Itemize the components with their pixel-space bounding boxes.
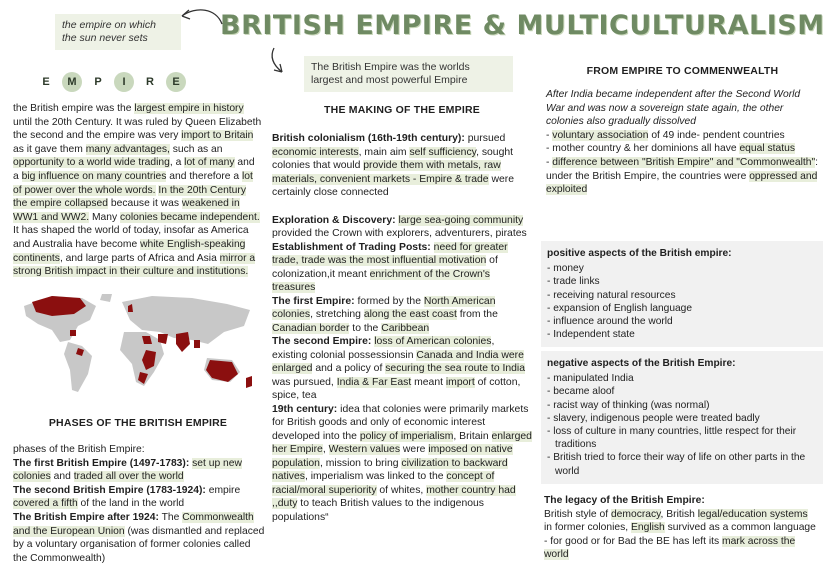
making-heading: THE MAKING OF THE EMPIRE — [324, 104, 480, 116]
text-run: and a policy of — [312, 363, 386, 374]
highlight-text: import to Britain — [181, 130, 254, 142]
highlight-text: enlarged her Empire — [272, 430, 532, 455]
text-run: formed by the — [354, 295, 424, 307]
text-run: was pursued, — [272, 376, 337, 388]
letter-i: I — [114, 72, 134, 92]
highlight-text: Canada and India were enlarged — [272, 349, 524, 374]
text-run: until the 20th Century. It was ruled by Queen Elizabeth the second and the empire was very — [13, 116, 262, 142]
text-run: , — [322, 444, 329, 455]
text-run: as it gave them — [13, 143, 86, 155]
text-run: in former colonies, — [544, 522, 631, 534]
list-item: - British tried to force their way of life on other parts in the world — [547, 452, 806, 477]
text-run: - — [546, 129, 553, 141]
text-run: , British — [660, 508, 698, 520]
sun-note: the empire on which the sun never sets — [55, 14, 181, 50]
legacy-text: The legacy of the British Empire: British style of democracy, British legal/education systems in former colonies, English survived as a common language - for good or for Bad the BE has left its mark across the world — [544, 495, 816, 561]
arrow-down-icon — [266, 46, 288, 76]
letter-p: P — [94, 76, 102, 88]
highlight-text: securing the sea route to India — [385, 363, 526, 374]
negative-aspects-box: negative aspects of the British Empire: - manipulated India - became aloof - racist way of thinking (was normal) - slavery, indigenous people were treated badly - loss of culture in many countries, little respect for their traditions - British tried to force their way of life on other parts in the world — [541, 351, 823, 484]
highlight-text: opportunity to a world wide trading — [13, 157, 170, 169]
arrow-icon — [176, 4, 226, 28]
highlight-text: along the east coast — [363, 309, 457, 320]
positive-aspects-box: positive aspects of the British empire: - money - trade links - receiving natural resources - expansion of English language - influence around the world - Independent state — [541, 241, 823, 347]
letter-r: R — [146, 76, 154, 88]
highlight-text: weakened in WW1 and WW2. — [13, 198, 240, 223]
text-run: of the land in the world — [77, 498, 185, 510]
highlight-text: traded all over the world — [73, 471, 184, 483]
page-title: BRITISH EMPIRE & MULTICULTURALISM — [220, 10, 825, 41]
text-run: , and large parts of Africa and Asia — [59, 252, 220, 264]
highlight-text: Commonwealth and the European Union — [13, 511, 254, 537]
bold-term: Establishment of Trading Posts: — [272, 241, 431, 253]
list-item: - Independent state — [547, 329, 635, 341]
empire-letters — [36, 72, 186, 92]
text-run: from the — [456, 309, 498, 320]
highlight-text: enrichment of the Crown's treasures — [272, 268, 491, 293]
commonwealth-text: After India became independent after the Second World War and was now a sovereign state again, the other colonies also gradually dissolved - voluntary association of 49 inde- pendent countries - mother country & her dominions all have equal status - difference between "British Empire" and "Commonwealth": under the British Empire, the countries were oppressed and exploited — [546, 89, 818, 196]
text-run: , Britain — [453, 430, 492, 442]
bold-term: The second British Empire (1783-1924): — [13, 484, 206, 496]
list-item: - expansion of English language — [547, 302, 692, 314]
text-run: of cotton, spice, tea — [272, 376, 521, 401]
bold-term: British colonialism (16th-19th century): — [272, 133, 465, 144]
highlight-text: set up new colonies — [13, 457, 242, 483]
highlight-text: In the 20th Century the empire collapsed — [13, 184, 246, 210]
highlight-text: large sea-going community — [398, 214, 524, 226]
highlight-text: voluntary association — [552, 129, 649, 141]
text-run: were certainly close connected — [272, 173, 514, 198]
text-run: - — [546, 156, 553, 168]
highlight-text: Caribbean — [381, 322, 430, 334]
highlight-text: equal status — [739, 143, 795, 155]
letter-e2: E — [166, 72, 186, 92]
highlight-text: loss of American colonies — [374, 336, 492, 347]
phases-text: phases of the British Empire: The first British Empire (1497-1783): set up new colonies and traded all over the world The second British Empire (1783-1924): empire covered a fifth of the land in the world The British Empire after 1924: The Commonwealth and the European Union (was dismantled and replaced by a voluntary organisation of former colonies called the Commonwealth) — [13, 444, 265, 564]
text-run: of colonization,it meant — [272, 255, 498, 280]
text-run: and — [50, 471, 74, 483]
highlight-text: self sufficiency — [409, 146, 477, 158]
list-item: - racist way of thinking (was normal) — [547, 399, 710, 411]
text-run: provided the Crown with explorers, adventurers, pirates — [272, 228, 527, 239]
text-run: meant — [411, 376, 446, 388]
list-item: - receiving natural resources — [547, 289, 676, 301]
highlight-text: Western values — [328, 444, 401, 455]
highlight-text: white English-speaking continents — [13, 238, 246, 264]
text-run: to teach British values to the indigenous populations“ — [272, 498, 484, 523]
text-run: of whites, — [376, 484, 427, 496]
text-run: Many — [89, 211, 120, 223]
text-run: idea that colonies were primarily markets for British goods and only of economic interest developed into the — [272, 403, 529, 442]
highlight-text: mirror a strong British impact in their culture and institutions. — [13, 252, 256, 278]
text-run: British style of — [544, 508, 611, 520]
text-run: were — [400, 444, 429, 455]
highlight-text: lot of power over the whole words. — [13, 170, 253, 196]
highlight-text: colonies became independent. — [120, 211, 260, 223]
commonwealth-heading: FROM EMPIRE TO COMMENWEALTH — [586, 65, 779, 77]
bold-term: 19th century: — [272, 403, 338, 415]
highlight-text: oppressed and exploited — [546, 170, 818, 196]
text-run: such as an — [169, 143, 223, 155]
highlight-text: need for greater trade, trade was the most influential motivation — [272, 241, 508, 266]
highlight-text: economic interests — [272, 146, 359, 158]
list-item: - influence around the world — [547, 316, 673, 328]
bold-term: Exploration & Discovery: — [272, 214, 396, 226]
list-item: - money — [547, 263, 584, 275]
text-run: : under the British Empire, the countries were — [546, 156, 818, 182]
letter-e: E — [42, 76, 50, 88]
highlight-text: civilization to backward natives — [272, 457, 508, 482]
highlight-text: English — [631, 522, 665, 534]
positive-list — [547, 262, 817, 341]
highlight-text: covered a fifth — [13, 498, 78, 510]
text-run: and a — [13, 157, 255, 182]
highlight-text: big influence on many countries — [21, 170, 167, 182]
highlight-text: Canadian border — [272, 322, 350, 334]
highlight-text: India & Far East — [336, 376, 412, 388]
text-run: , mission to bring — [319, 457, 402, 469]
highlight-text: import — [445, 376, 475, 388]
highlight-text: many advantages, — [85, 143, 170, 155]
text-run: - mother country & her dominions all have — [546, 143, 740, 155]
highlight-text: mark across the world — [544, 535, 796, 561]
letter-m: M — [62, 72, 82, 92]
bold-term: The first Empire: — [272, 295, 355, 307]
empire-intro — [13, 102, 263, 279]
text-run: because it was — [108, 198, 182, 210]
bold-term: The first British Empire (1497-1783): — [13, 457, 190, 469]
text-run: The — [158, 511, 183, 523]
bold-term: The British Empire after 1924: — [13, 511, 159, 523]
text-run: , existing colonial possessionsin — [272, 336, 495, 361]
text-run: (was dismantled and replaced by a voluntary organisation of former colonies called the Commonwealth) — [13, 525, 265, 564]
highlight-text: largest empire in history — [134, 103, 244, 114]
phases-heading: PHASES OF THE BRITISH EMPIRE — [48, 417, 228, 429]
text-run: and therefore a — [166, 170, 242, 182]
highlight-text: mother country had ,,duty — [272, 484, 516, 509]
list-item: - trade links — [547, 276, 600, 288]
highlight-text: democracy — [610, 508, 661, 520]
largest-note: The British Empire was the worlds largest and most powerful Empire — [304, 56, 513, 92]
negative-list — [547, 372, 817, 478]
bold-term: The second Empire: — [272, 336, 372, 347]
world-map — [12, 290, 262, 405]
text-run: , stretching — [310, 309, 364, 320]
highlight-text: provide them with metals, raw materials, convenient markets - Empire & trade — [272, 160, 501, 185]
highlight-text: legal/education systems — [697, 508, 808, 520]
list-item: - manipulated India — [547, 373, 634, 385]
text-run: the British empire was the — [13, 103, 135, 114]
highlight-text: concept of racial/moral superiority — [272, 471, 495, 496]
text-run: to the — [349, 322, 382, 334]
list-item: - slavery, indigenous people were treated badly — [547, 412, 760, 424]
highlight-text: lot of many — [184, 157, 235, 169]
list-item: - loss of culture in many countries, little respect for their traditions — [547, 426, 797, 451]
text-run: , imperialism was linked to the — [304, 471, 447, 482]
highlight-text: policy of imperialism — [359, 430, 454, 442]
text-run: , sought colonies that would — [272, 146, 514, 171]
making-text — [272, 132, 532, 524]
text-run: survived as a common language - for good or for Bad the BE has left its — [544, 522, 816, 547]
highlight-text: difference between "British Empire" and "Commonwealth" — [552, 156, 816, 168]
text-run: It has shaped the world of today, insofar as America and Australia have become — [13, 225, 249, 250]
text-run: , main aim — [358, 146, 410, 158]
highlight-text: imposed on native population — [272, 444, 513, 469]
list-item: - became aloof — [547, 386, 615, 398]
highlight-text: North American colonies — [272, 295, 496, 320]
text-run: empire — [205, 484, 241, 496]
text-run: , a — [169, 157, 185, 169]
text-run: pursued — [464, 133, 506, 144]
text-run: of 49 inde- pendent countries — [648, 129, 785, 141]
